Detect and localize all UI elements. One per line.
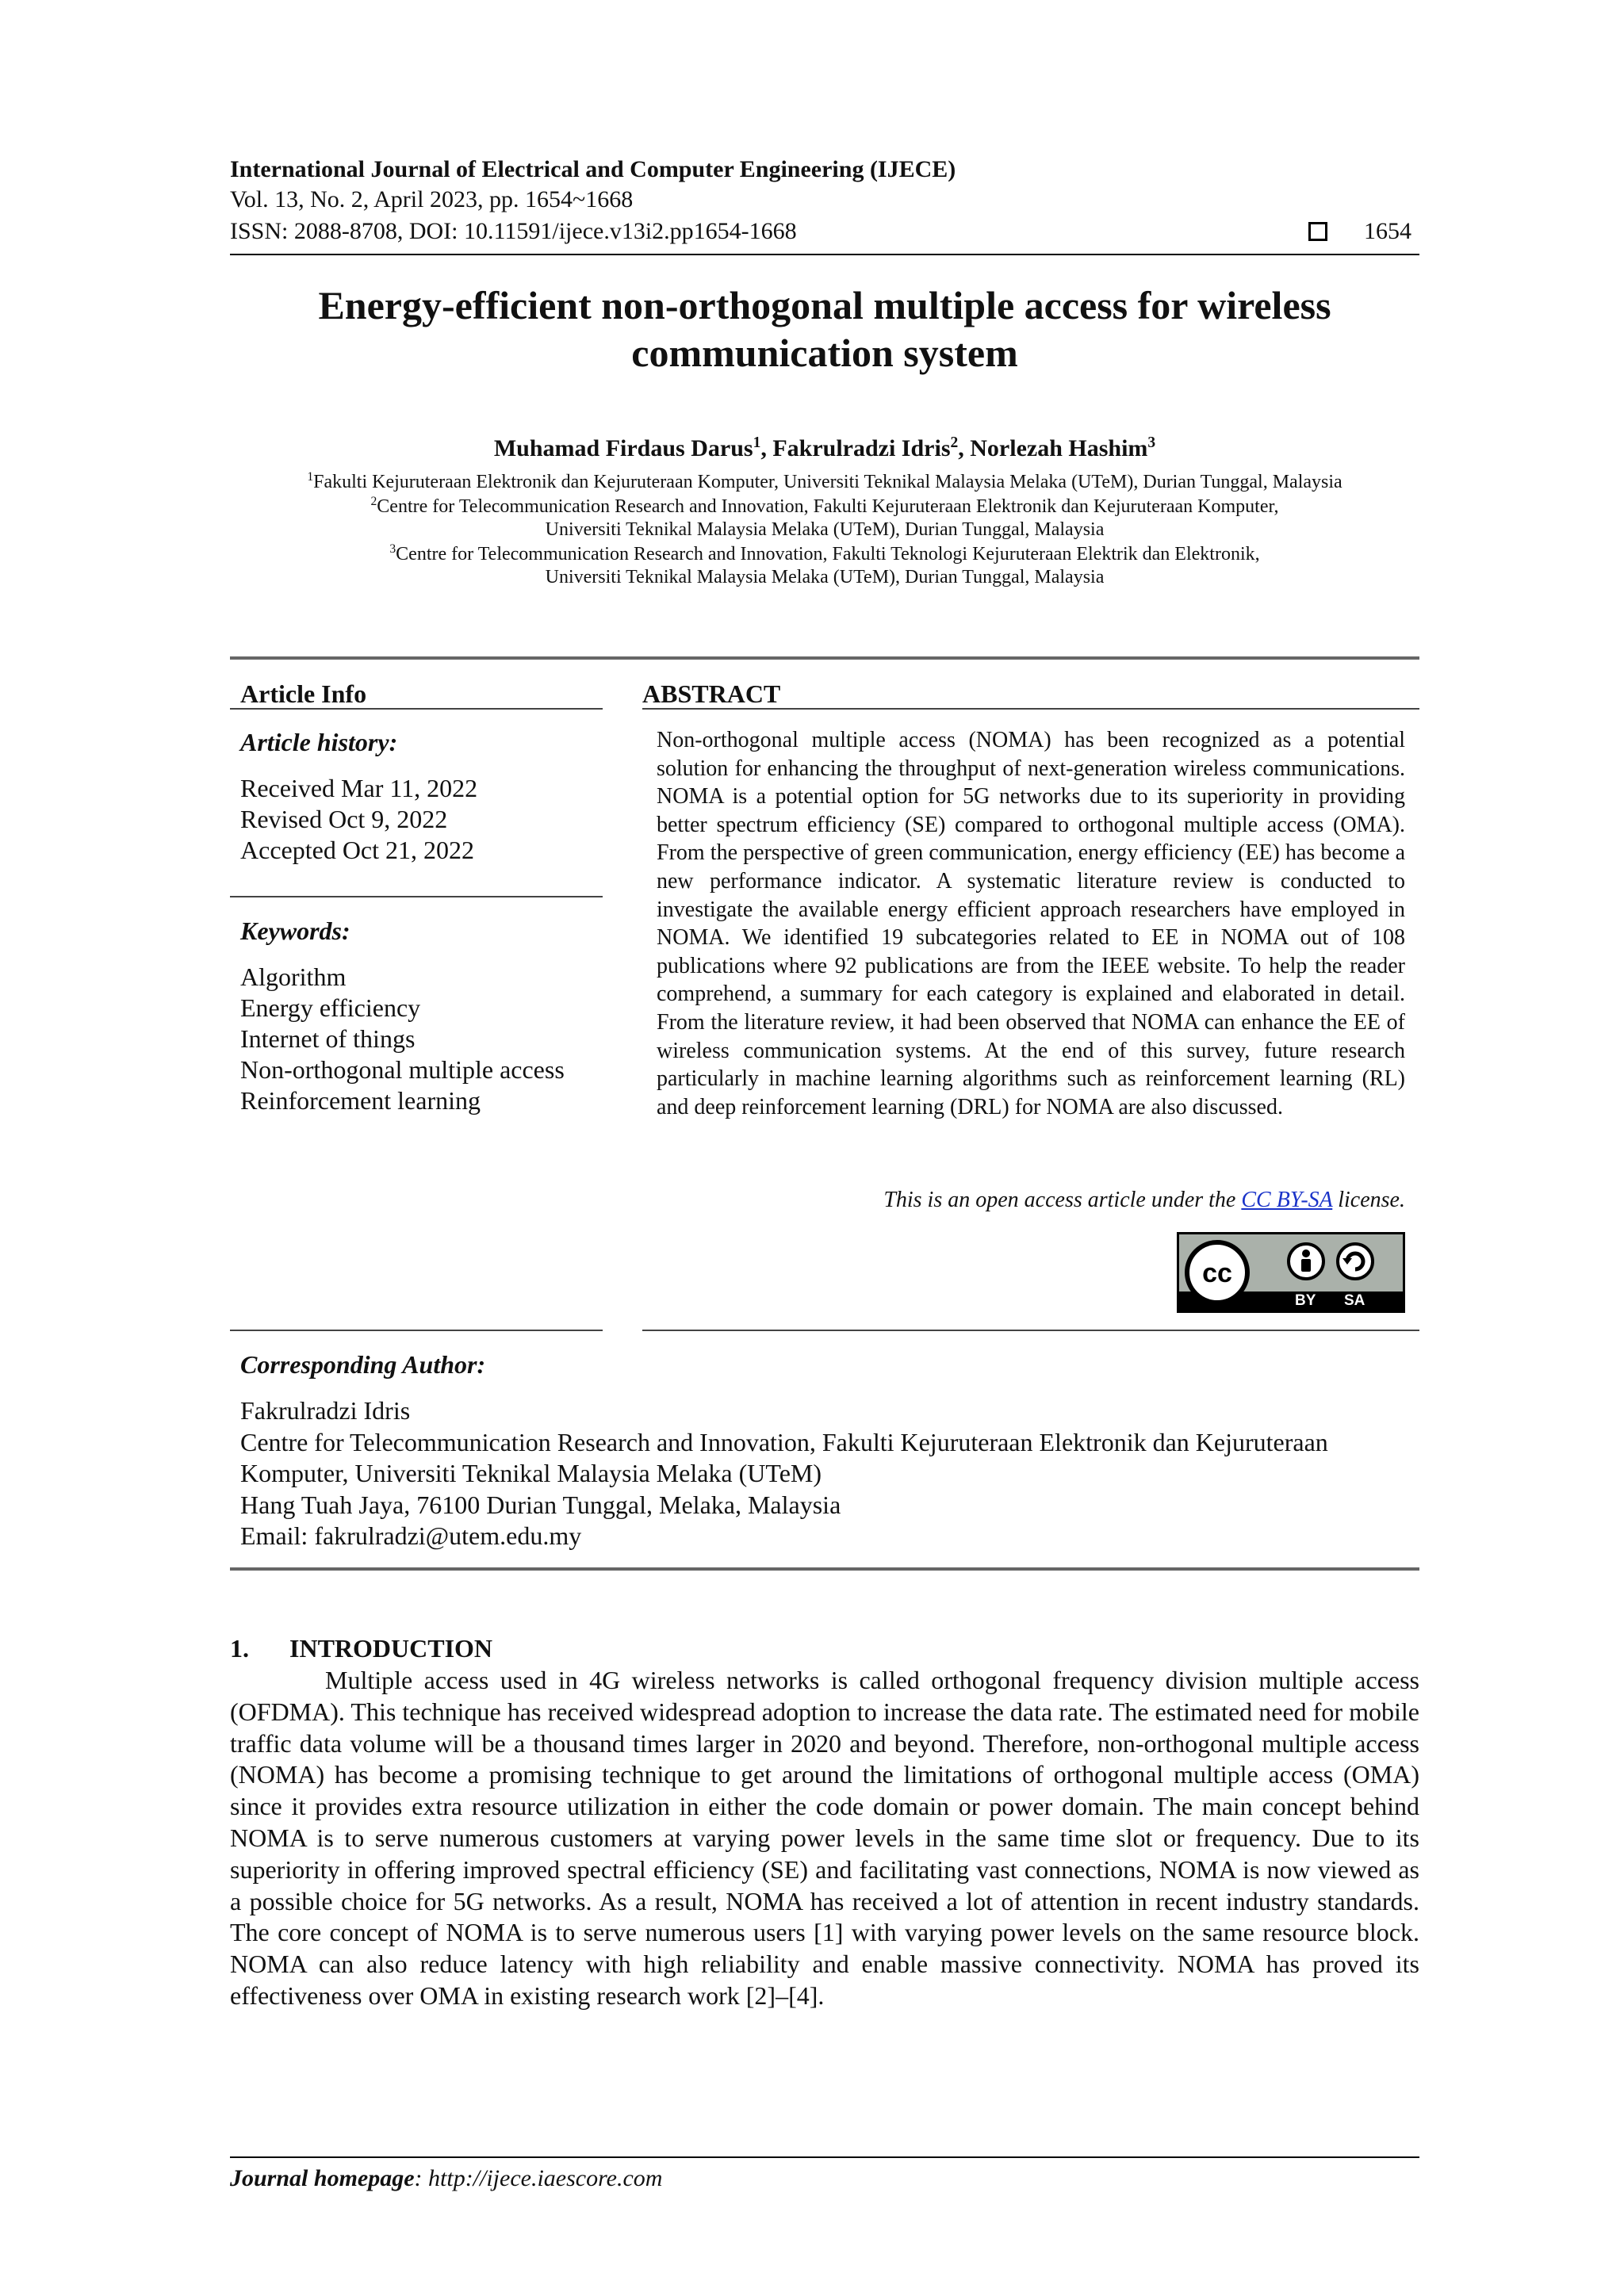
introduction-heading — [230, 1633, 492, 1663]
author-3-name: Norlezah Hashim — [970, 435, 1148, 461]
author-3-sup: 3 — [1147, 434, 1156, 451]
introduction-paragraph — [230, 1665, 1419, 2012]
license-suffix: license. — [1332, 1188, 1405, 1212]
abstract-heading: ABSTRACT — [642, 679, 781, 708]
cc-letters: cc — [1202, 1258, 1232, 1288]
cc-logo-icon — [1179, 1234, 1403, 1311]
author-1-sep: , — [760, 435, 773, 461]
keyword-item: Algorithm — [240, 962, 347, 991]
corresponding-affiliation-line-2: Komputer, Universiti Teknikal Malaysia Melaka (UTeM) — [240, 1459, 822, 1487]
revised-date: Revised Oct 9, 2022 — [240, 805, 448, 833]
footer-rule — [230, 2156, 1419, 2158]
keywords-bottom-rule — [230, 1330, 603, 1331]
header-rule — [230, 254, 1419, 255]
cc-by-label: BY — [1295, 1292, 1316, 1309]
keyword-item: Energy efficiency — [240, 993, 421, 1022]
affiliation-2-line-1: Centre for Telecommunication Research and Innovation, Fakulti Kejuruteraan Elektronik dan Kejuruteraan Komputer, — [377, 496, 1279, 517]
license-statement — [657, 1187, 1405, 1214]
cc-by-sa-link[interactable]: CC BY-SA — [1241, 1188, 1333, 1212]
affiliation-1-text: Fakulti Kejuruteraan Elektronik dan Kejuruteraan Komputer, Universiti Teknikal Malaysia Melaka (UTeM), Durian Tunggal, Malaysia — [313, 472, 1342, 492]
affiliation-2-line-2: Universiti Teknikal Malaysia Melaka (UTeM), Durian Tunggal, Malaysia — [545, 519, 1105, 540]
info-top-rule — [230, 656, 1419, 660]
info-bottom-rule — [230, 1567, 1419, 1571]
corresponding-author-details — [240, 1395, 1430, 1552]
cc-sa-label: SA — [1344, 1292, 1365, 1309]
author-2-sup: 2 — [950, 434, 959, 451]
title-line-1: Energy-efficient non-orthogonal multiple access for wireless — [318, 283, 1331, 327]
article-history-heading: Article history: — [240, 728, 398, 756]
affiliation-2 — [230, 496, 1419, 541]
affiliation-1-sup: 1 — [307, 470, 314, 484]
section-number: 1. — [230, 1634, 249, 1663]
corresponding-email: Email: fakrulradzi@utem.edu.my — [240, 1521, 582, 1550]
affiliation-3-line-1: Centre for Telecommunication Research and Innovation, Fakulti Teknologi Kejuruteraan Elektrik dan Elektronik, — [396, 544, 1260, 564]
affiliation-3-sup: 3 — [389, 542, 396, 556]
corresponding-author-heading: Corresponding Author: — [240, 1350, 486, 1379]
affiliation-1 — [230, 471, 1419, 494]
affiliation-3 — [230, 543, 1419, 589]
journal-volume: Vol. 13, No. 2, April 2023, pp. 1654~1668 — [230, 186, 634, 212]
keyword-item: Reinforcement learning — [240, 1086, 481, 1115]
corresponding-author-name: Fakrulradzi Idris — [240, 1396, 411, 1425]
section-title: INTRODUCTION — [289, 1634, 493, 1663]
title-line-2: communication system — [631, 331, 1018, 375]
article-history — [240, 773, 601, 866]
affiliation-2-sup: 2 — [370, 495, 377, 508]
abstract-text: Non-orthogonal multiple access (NOMA) has been recognized as a potential solution for enhancing the throughput of next-generation wireless communications. NOMA is a potential option for 5G networks due to its superiority in providing better spectrum efficiency (SE) compared to orthogonal multiple access (OMA). From the perspective of green communication, energy efficiency (EE) has become a new performance indicator. A systematic literature review is conducted to investigate the available energy efficient approach researchers have employed in NOMA. We identified 19 subcategories related to EE in NOMA out of 108 publications where 92 publications are from the IEEE website. To help the reader comprehend, a summary for each category is explained and elaborated in detail. From the literature review, it had been observed that NOMA can enhance the EE of wireless communication systems. At the end of this survey, future research particularly in machine learning algorithms such as reinforcement learning (RL) and deep reinforcement learning (DRL) for NOMA are also discussed. — [657, 728, 1405, 1119]
keyword-item: Internet of things — [240, 1024, 416, 1053]
author-1-name: Muhamad Firdaus Darus — [493, 435, 753, 461]
paper-title — [230, 281, 1419, 377]
author-2-sep: , — [958, 435, 971, 461]
journal-homepage — [230, 2164, 662, 2193]
author-2-name: Fakrulradzi Idris — [772, 435, 951, 461]
received-date: Received Mar 11, 2022 — [240, 774, 478, 802]
author-list — [230, 434, 1419, 463]
checkbox-icon — [1308, 222, 1327, 241]
journal-name: International Journal of Electrical and Computer Engineering (IJECE) — [230, 156, 956, 182]
author-1-sup: 1 — [753, 434, 761, 451]
keyword-list — [240, 962, 621, 1116]
license-prefix: This is an open access article under the — [883, 1188, 1242, 1212]
article-info-heading: Article Info — [240, 679, 367, 708]
introduction-text: Multiple access used in 4G wireless networks is called orthogonal frequency division multiple access (OFDMA). This technique has received widespread adoption to increase the data rate. The estimated need for mobile traffic data volume will be a thousand times larger in 2020 and beyond. Therefore, non-orthogonal multiple access (NOMA) has become a promising technique to get around the limitations of orthogonal multiple access (OMA) since it provides extra resource utilization in either the code domain or power domain. The main concept behind NOMA is to serve numerous customers at varying power levels in the same time slot or frequency. Due to its superiority in offering improved spectral efficiency (SE) and facilitating vast connections, NOMA is now viewed as a possible choice for 5G networks. As a result, NOMA has received a lot of attention in recent industry standards. The core concept of NOMA is to serve numerous users [1] with varying power levels on the same resource block. NOMA can also reduce latency with high reliability and enable massive connectivity. NOMA has proved its effectiveness over OMA in existing research work [2]–[4]. — [230, 1666, 1419, 2010]
keywords-heading: Keywords: — [240, 916, 350, 945]
page-number: 1654 — [1364, 218, 1411, 244]
affiliation-3-line-2: Universiti Teknikal Malaysia Melaka (UTeM), Durian Tunggal, Malaysia — [545, 567, 1105, 587]
journal-issn-doi: ISSN: 2088-8708, DOI: 10.11591/ijece.v13i2.pp1654-1668 — [230, 218, 797, 244]
homepage-url[interactable]: : http://ijece.iaescore.com — [414, 2165, 663, 2191]
sa-share-icon — [1338, 1244, 1373, 1279]
corresponding-affiliation-line-1: Centre for Telecommunication Research and Innovation, Fakulti Kejuruteraan Elektronik dan Kejuruteraan — [240, 1427, 1328, 1456]
abstract-bottom-rule — [642, 1330, 1419, 1331]
history-rule — [230, 896, 603, 897]
keyword-item: Non-orthogonal multiple access — [240, 1055, 565, 1084]
accepted-date: Accepted Oct 21, 2022 — [240, 836, 475, 864]
cc-by-sa-badge[interactable] — [1177, 1232, 1405, 1313]
homepage-label: Journal homepage — [230, 2165, 415, 2191]
corresponding-address: Hang Tuah Jaya, 76100 Durian Tunggal, Melaka, Malaysia — [240, 1490, 841, 1519]
